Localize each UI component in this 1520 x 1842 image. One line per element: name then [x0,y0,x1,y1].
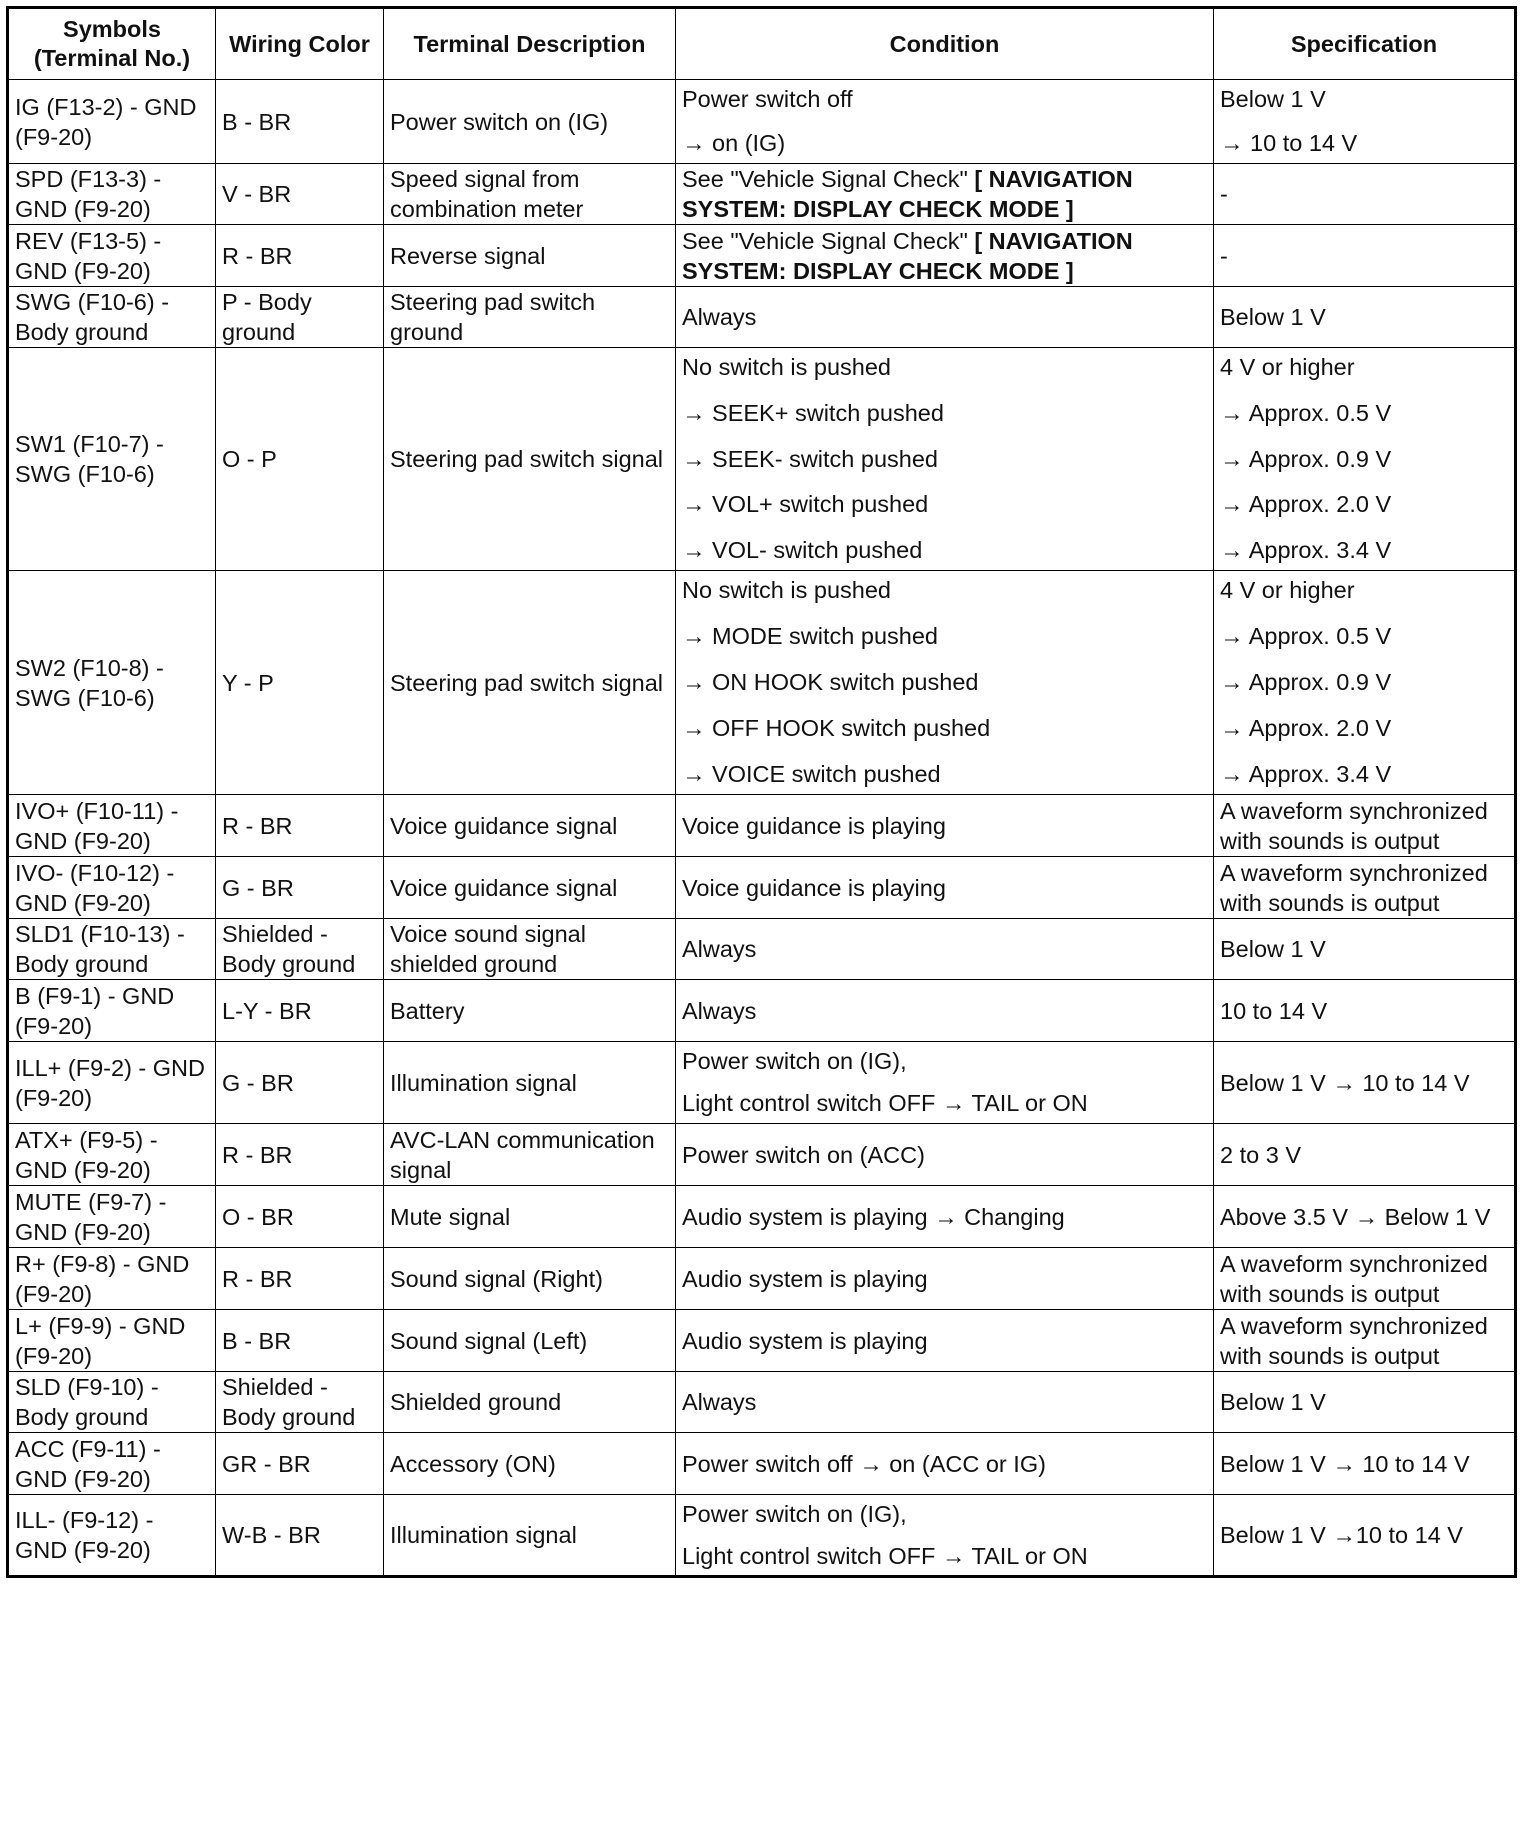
cell-symbol: ATX+ (F9-5) - GND (F9-20) [8,1124,216,1186]
cell-symbol: IG (F13-2) - GND (F9-20) [8,80,216,164]
cell-terminal-description: Battery [384,980,676,1042]
cell-condition: Always [676,919,1214,980]
table-row [8,348,1516,571]
condition-line: → VOL+ switch pushed [682,491,929,518]
cell-wiring-color: Shielded - Body ground [216,1372,384,1433]
cell-wiring-color: O - BR [216,1186,384,1248]
cell-terminal-description: Voice guidance signal [384,857,676,919]
condition-line: → OFF HOOK switch pushed [682,715,991,741]
cell-specification [1214,80,1516,164]
cell-wiring-color: L-Y - BR [216,980,384,1042]
cell-terminal-description: Illumination signal [384,1042,676,1124]
cell-terminal-description: Speed signal from combination meter [384,164,676,225]
cell-symbol: SW1 (F10-7) - SWG (F10-6) [8,348,216,571]
condition-line: → VOICE switch pushed [682,761,941,787]
cell-specification [1214,348,1516,571]
cell-specification: Below 1 V [1214,1372,1516,1433]
cell-wiring-color: V - BR [216,164,384,225]
cell-specification: 10 to 14 V [1214,980,1516,1042]
cell-condition: Always [676,980,1214,1042]
specification-line: → Approx. 0.9 V [1220,445,1392,472]
cell-condition [676,1042,1214,1124]
condition-line: → MODE switch pushed [682,623,938,649]
cell-symbol: ACC (F9-11) - GND (F9-20) [8,1433,216,1495]
cell-terminal-description: Mute signal [384,1186,676,1248]
cell-specification: Below 1 V [1214,287,1516,348]
header-symbols: Symbols (Terminal No.) [8,8,216,80]
cell-terminal-description: Power switch on (IG) [384,80,676,164]
cell-specification: Above 3.5 V → Below 1 V [1214,1186,1516,1248]
cell-wiring-color: W-B - BR [216,1495,384,1577]
specification-line: 4 V or higher [1220,577,1355,603]
cell-specification: Below 1 V →10 to 14 V [1214,1495,1516,1577]
cell-wiring-color: G - BR [216,857,384,919]
table-row [8,1124,1516,1186]
cell-specification: 2 to 3 V [1214,1124,1516,1186]
header-row [8,8,1516,80]
cell-wiring-color: Shielded - Body ground [216,919,384,980]
condition-line: No switch is pushed [682,354,891,380]
cell-specification: - [1214,164,1516,225]
specification-line: → Approx. 2.0 V [1220,491,1392,518]
cell-condition [676,164,1214,225]
cell-wiring-color: B - BR [216,1310,384,1372]
cell-symbol: R+ (F9-8) - GND (F9-20) [8,1248,216,1310]
cell-condition: Always [676,1372,1214,1433]
cell-condition: Audio system is playing [676,1310,1214,1372]
table-row [8,980,1516,1042]
cell-terminal-description: Sound signal (Left) [384,1310,676,1372]
cell-condition: Power switch on (ACC) [676,1124,1214,1186]
cell-wiring-color: GR - BR [216,1433,384,1495]
table-row [8,1433,1516,1495]
condition-line: → on (IG) [682,130,786,156]
table-row [8,1310,1516,1372]
cell-terminal-description: Illumination signal [384,1495,676,1577]
cell-specification: A waveform synchronized with sounds is output [1214,795,1516,857]
cell-condition [676,225,1214,287]
cell-condition: Voice guidance is playing [676,857,1214,919]
condition-mode-reference: [ NAVIGATION SYSTEM: DISPLAY CHECK MODE ] [682,166,1133,222]
cell-condition: Power switch off → on (ACC or IG) [676,1433,1214,1495]
cell-specification: Below 1 V → 10 to 14 V [1214,1042,1516,1124]
table-row [8,225,1516,287]
cell-condition: Audio system is playing → Changing [676,1186,1214,1248]
cell-specification: Below 1 V [1214,919,1516,980]
table-row [8,1186,1516,1248]
cell-condition: Always [676,287,1214,348]
table-row [8,795,1516,857]
cell-condition [676,348,1214,571]
cell-specification: - [1214,225,1516,287]
cell-symbol: IVO+ (F10-11) - GND (F9-20) [8,795,216,857]
cell-terminal-description: Reverse signal [384,225,676,287]
header-wiring-color: Wiring Color [216,8,384,80]
cell-wiring-color: P - Body ground [216,287,384,348]
cell-symbol: MUTE (F9-7) - GND (F9-20) [8,1186,216,1248]
specification-line: → 10 to 14 V [1220,130,1358,156]
cell-terminal-description: Steering pad switch signal [384,571,676,795]
cell-specification [1214,571,1516,795]
cell-symbol: SW2 (F10-8) - SWG (F10-6) [8,571,216,795]
cell-specification: A waveform synchronized with sounds is output [1214,1310,1516,1372]
cell-symbol: REV (F13-5) - GND (F9-20) [8,225,216,287]
table-row [8,1372,1516,1433]
cell-terminal-description: Sound signal (Right) [384,1248,676,1310]
condition-line: Power switch on (IG), [682,1048,907,1074]
cell-condition [676,80,1214,164]
cell-condition: Voice guidance is playing [676,795,1214,857]
specification-line: 4 V or higher [1220,354,1355,380]
condition-line: → SEEK- switch pushed [682,445,938,472]
header-terminal-description: Terminal Description [384,8,676,80]
specification-line: → Approx. 2.0 V [1220,715,1392,741]
condition-text: See "Vehicle Signal Check" [682,227,975,254]
terminal-spec-sheet [6,6,1514,1838]
table-row [8,1042,1516,1124]
cell-terminal-description: Voice sound signal shielded ground [384,919,676,980]
terminal-table [6,6,1517,1578]
cell-terminal-description: Voice guidance signal [384,795,676,857]
table-row [8,857,1516,919]
cell-condition: Audio system is playing [676,1248,1214,1310]
cell-symbol: SPD (F13-3) - GND (F9-20) [8,164,216,225]
table-row [8,1248,1516,1310]
cell-wiring-color: Y - P [216,571,384,795]
cell-wiring-color: R - BR [216,795,384,857]
cell-terminal-description: Steering pad switch signal [384,348,676,571]
cell-symbol: ILL- (F9-12) - GND (F9-20) [8,1495,216,1577]
condition-line: Light control switch OFF → TAIL or ON [682,1090,1088,1116]
condition-line: Light control switch OFF → TAIL or ON [682,1543,1088,1569]
cell-symbol: SLD (F9-10) - Body ground [8,1372,216,1433]
specification-line: → Approx. 0.5 V [1220,623,1392,649]
specification-line: → Approx. 0.5 V [1220,399,1392,426]
cell-symbol: SLD1 (F10-13) - Body ground [8,919,216,980]
specification-line: Below 1 V [1220,86,1326,112]
cell-terminal-description: AVC-LAN communication signal [384,1124,676,1186]
table-row [8,571,1516,795]
cell-wiring-color: R - BR [216,1248,384,1310]
cell-condition [676,571,1214,795]
table-row [8,919,1516,980]
cell-symbol: IVO- (F10-12) - GND (F9-20) [8,857,216,919]
cell-wiring-color: R - BR [216,1124,384,1186]
header-condition: Condition [676,8,1214,80]
condition-line: → VOL- switch pushed [682,537,923,563]
cell-terminal-description: Steering pad switch ground [384,287,676,348]
condition-line: → SEEK+ switch pushed [682,399,944,426]
header-specification: Specification [1214,8,1516,80]
table-row [8,287,1516,348]
condition-text: See "Vehicle Signal Check" [682,166,975,192]
cell-specification: Below 1 V → 10 to 14 V [1214,1433,1516,1495]
condition-line: Power switch on (IG), [682,1501,907,1527]
table-row [8,80,1516,164]
cell-symbol: ILL+ (F9-2) - GND (F9-20) [8,1042,216,1124]
cell-specification: A waveform synchronized with sounds is output [1214,1248,1516,1310]
condition-line: → ON HOOK switch pushed [682,669,979,695]
condition-mode-reference: [ NAVIGATION SYSTEM: DISPLAY CHECK MODE ] [682,227,1133,284]
cell-wiring-color: O - P [216,348,384,571]
cell-wiring-color: B - BR [216,80,384,164]
condition-line: Power switch off [682,86,853,112]
table-row [8,164,1516,225]
specification-line: → Approx. 0.9 V [1220,669,1392,695]
cell-wiring-color: G - BR [216,1042,384,1124]
condition-line: No switch is pushed [682,577,891,603]
cell-terminal-description: Accessory (ON) [384,1433,676,1495]
cell-symbol: B (F9-1) - GND (F9-20) [8,980,216,1042]
cell-symbol: L+ (F9-9) - GND (F9-20) [8,1310,216,1372]
specification-line: → Approx. 3.4 V [1220,537,1392,563]
table-row [8,1495,1516,1577]
cell-wiring-color: R - BR [216,225,384,287]
cell-terminal-description: Shielded ground [384,1372,676,1433]
specification-line: → Approx. 3.4 V [1220,761,1392,787]
cell-symbol: SWG (F10-6) - Body ground [8,287,216,348]
cell-specification: A waveform synchronized with sounds is output [1214,857,1516,919]
cell-condition [676,1495,1214,1577]
